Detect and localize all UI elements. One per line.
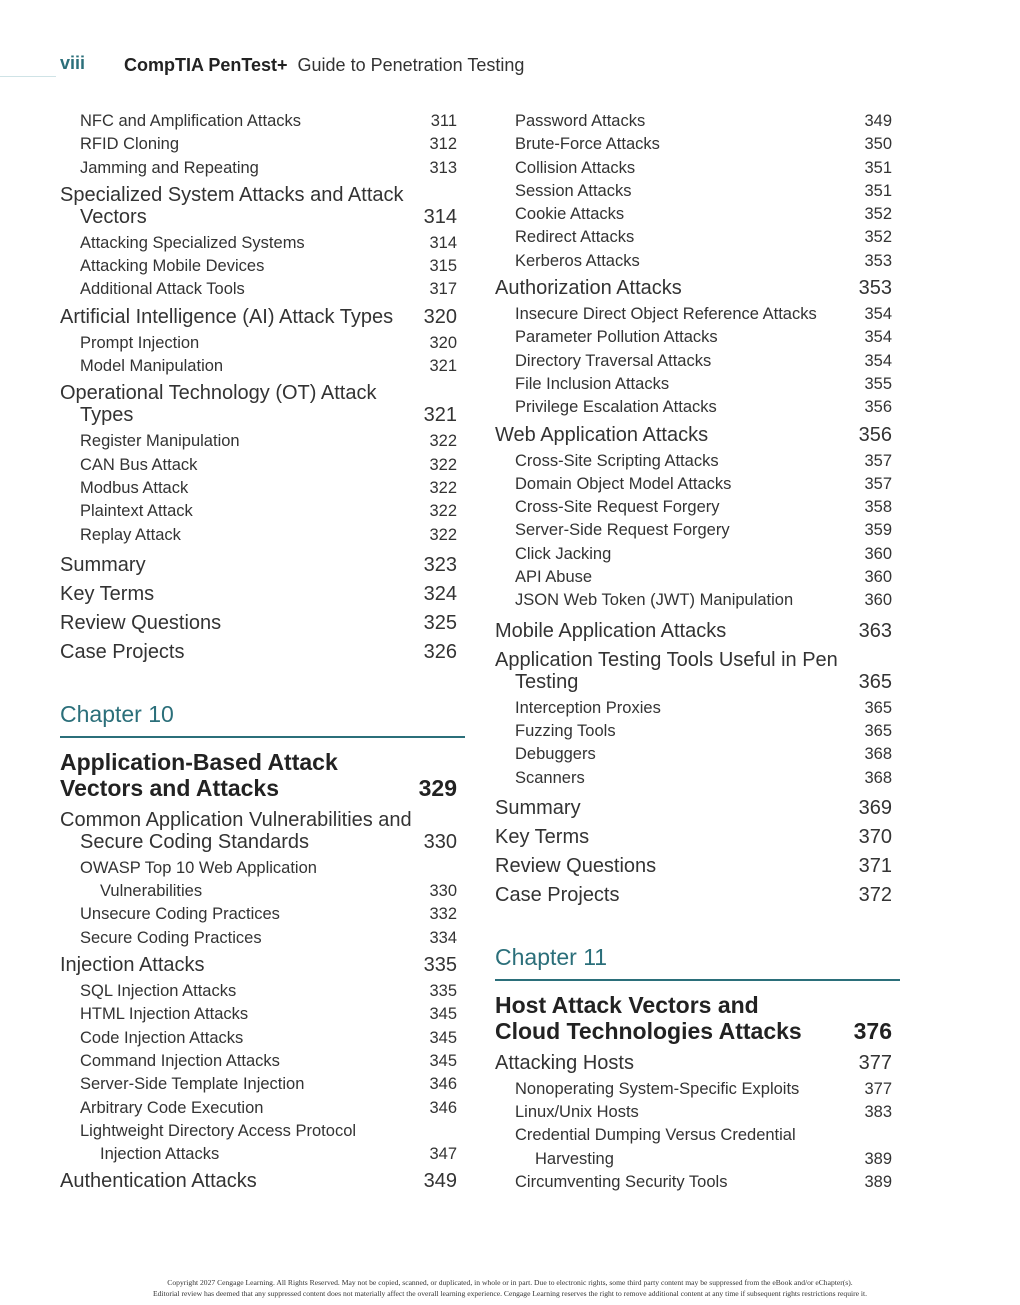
toc-entry-title: Plaintext Attack	[80, 502, 193, 521]
toc-entry-page: 349	[864, 112, 892, 130]
toc-entry[interactable]	[495, 373, 900, 396]
toc-entry-title: Cross-Site Request Forgery	[515, 498, 720, 517]
toc-entry[interactable]	[495, 543, 900, 566]
toc-entry-page: 314	[429, 233, 457, 252]
toc-entry[interactable]	[495, 855, 900, 877]
toc-entry[interactable]	[60, 355, 465, 378]
toc-entry-page: 320	[429, 333, 457, 352]
toc-entry-page: 312	[429, 135, 457, 154]
toc-entry-title: Click Jacking	[515, 544, 612, 563]
toc-entry-title: Key Terms	[495, 825, 590, 848]
header-rule	[0, 76, 56, 77]
toc-entry[interactable]	[60, 184, 465, 228]
toc-entry-page: 322	[429, 455, 457, 474]
toc-entry-page: 355	[864, 374, 892, 393]
toc-entry-page: 383	[864, 1103, 892, 1122]
toc-entry-page: 354	[864, 328, 892, 347]
toc-entry-title: Key Terms	[60, 582, 155, 605]
toc-entry-title: Server-Side Request Forgery	[515, 521, 730, 540]
toc-entry-page: 321	[423, 404, 457, 427]
toc-entry-page: 350	[864, 135, 892, 154]
page-number: viii	[60, 53, 86, 73]
toc-entry-page: 368	[864, 768, 892, 787]
toc-entry[interactable]	[495, 396, 900, 419]
toc-entry[interactable]	[60, 1050, 465, 1073]
toc-entry[interactable]	[60, 1073, 465, 1096]
toc-entry-title: Arbitrary Code Execution	[80, 1098, 264, 1117]
toc-entry-title: Operational Technology (OT) Attack Types	[60, 382, 377, 427]
toc-entry-page: 346	[429, 1075, 457, 1094]
toc-entry-page: 320	[423, 305, 457, 328]
toc-entry[interactable]	[495, 350, 900, 373]
toc-entry[interactable]	[60, 612, 465, 634]
toc-entry[interactable]	[60, 278, 465, 301]
toc-right-chapter-list	[495, 1052, 900, 1194]
toc-entry[interactable]	[495, 697, 900, 720]
toc-left-chapter-list	[60, 809, 465, 1193]
toc-entry-page: 321	[429, 357, 457, 376]
toc-entry-title: Application Testing Tools Useful in Pen Testing	[495, 648, 838, 693]
toc-entry-title: Brute-Force Attacks	[515, 135, 660, 154]
copyright-footer	[60, 1278, 960, 1299]
toc-entry[interactable]	[495, 797, 900, 819]
toc-entry-title: Kerberos Attacks	[515, 251, 640, 270]
toc-entry-page: 322	[429, 525, 457, 544]
toc-entry[interactable]	[60, 554, 465, 576]
toc-entry-title: HTML Injection Attacks	[80, 1005, 249, 1024]
toc-entry[interactable]	[495, 326, 900, 349]
toc-entry-title: Attacking Specialized Systems	[80, 233, 305, 252]
toc-right-column	[495, 110, 900, 1194]
toc-entry-page: 370	[858, 825, 892, 848]
toc-right-top-list	[495, 110, 900, 906]
toc-entry[interactable]	[60, 980, 465, 1003]
toc-left-column	[60, 110, 465, 1196]
toc-entry-page: 358	[864, 498, 892, 517]
toc-entry-title: Summary	[495, 796, 581, 819]
toc-entry-page: 324	[423, 582, 457, 605]
toc-entry-page: 332	[429, 905, 457, 924]
toc-entry-title: Web Application Attacks	[495, 423, 709, 446]
toc-entry[interactable]	[60, 1027, 465, 1050]
toc-entry-page: 357	[864, 474, 892, 493]
chapter-label: Chapter 11	[495, 944, 900, 981]
toc-entry[interactable]	[495, 250, 900, 273]
toc-entry-title: Injection Attacks	[60, 954, 205, 977]
toc-entry-page: 314	[423, 205, 457, 228]
toc-entry-title: Password Attacks	[515, 112, 646, 130]
toc-entry-title: Authorization Attacks	[495, 277, 682, 300]
toc-entry-page: 389	[864, 1149, 892, 1168]
toc-entry-title: Artificial Intelligence (AI) Attack Types	[60, 305, 394, 328]
toc-entry-page: 356	[864, 398, 892, 417]
toc-entry-page: 356	[858, 423, 892, 446]
toc-entry-title: Parameter Pollution Attacks	[515, 328, 718, 347]
toc-entry-title: File Inclusion Attacks	[515, 374, 670, 393]
toc-entry-title: Server-Side Template Injection	[80, 1075, 305, 1094]
toc-entry[interactable]	[495, 203, 900, 226]
toc-entry[interactable]	[60, 903, 465, 926]
toc-entry[interactable]	[60, 1003, 465, 1026]
toc-entry-page: 365	[858, 670, 892, 693]
toc-entry-page: 353	[864, 251, 892, 270]
toc-entry[interactable]	[60, 306, 465, 328]
toc-entry-page: 323	[423, 553, 457, 576]
toc-entry-page: 360	[864, 591, 892, 610]
toc-entry-title: Attacking Hosts	[495, 1051, 634, 1074]
toc-entry[interactable]	[60, 157, 465, 180]
toc-entry-page: 352	[864, 228, 892, 247]
toc-entry-page: 325	[423, 611, 457, 634]
toc-entry-title: API Abuse	[515, 568, 593, 587]
toc-entry-page: 313	[429, 158, 457, 177]
toc-entry-title: Register Manipulation	[80, 432, 240, 451]
toc-entry-page: 359	[864, 521, 892, 540]
chapter-label: Chapter 10	[60, 701, 465, 738]
toc-entry-page: 368	[864, 745, 892, 764]
toc-entry-page: 345	[429, 1005, 457, 1024]
toc-entry[interactable]	[495, 1124, 900, 1171]
toc-entry[interactable]	[495, 1078, 900, 1101]
toc-entry[interactable]	[60, 110, 465, 133]
toc-entry-page: 326	[423, 640, 457, 663]
chapter-page: 376	[853, 1017, 892, 1044]
toc-entry-page: 345	[429, 1028, 457, 1047]
toc-entry[interactable]	[60, 430, 465, 453]
toc-entry-page: 315	[429, 257, 457, 276]
toc-entry-page: 311	[430, 112, 457, 130]
toc-entry-title: Model Manipulation	[80, 357, 224, 376]
toc-entry[interactable]	[60, 232, 465, 255]
toc-entry-title: Prompt Injection	[80, 333, 200, 352]
toc-entry-title: Command Injection Attacks	[80, 1051, 280, 1070]
toc-entry[interactable]	[495, 1171, 900, 1194]
toc-entry-page: 369	[858, 796, 892, 819]
chapter-title: Host Attack Vectors and Cloud Technologies Attacks	[495, 991, 802, 1044]
toc-entry[interactable]	[495, 620, 900, 642]
toc-entry[interactable]	[60, 583, 465, 605]
toc-entry[interactable]	[60, 927, 465, 950]
toc-entry-page: 360	[864, 544, 892, 563]
chapter-page: 329	[418, 774, 457, 801]
toc-entry-title: Collision Attacks	[515, 158, 636, 177]
book-title-bold: CompTIA PenTest+	[124, 55, 288, 75]
toc-entry[interactable]	[495, 884, 900, 906]
toc-entry[interactable]	[495, 1101, 900, 1124]
toc-entry-page: 353	[858, 277, 892, 300]
toc-entry-page: 354	[864, 305, 892, 324]
toc-entry-title: Case Projects	[495, 883, 620, 906]
toc-entry-title: Mobile Application Attacks	[495, 619, 727, 642]
toc-entry[interactable]	[495, 133, 900, 156]
toc-entry-page: 365	[864, 698, 892, 717]
toc-entry-title: Specialized System Attacks and Attack Vectors	[60, 183, 404, 228]
toc-entry-title: Replay Attack	[80, 525, 181, 544]
toc-entry-title: CAN Bus Attack	[80, 455, 198, 474]
toc-entry-page: 335	[429, 982, 457, 1001]
toc-entry-title: Directory Traversal Attacks	[515, 351, 712, 370]
toc-entry-title: Common Application Vulnerabilities and Secure Coding Standards	[60, 808, 412, 853]
toc-entry-title: Privilege Escalation Attacks	[515, 398, 717, 417]
toc-entry-page: 365	[864, 721, 892, 740]
toc-entry-page: 360	[864, 568, 892, 587]
toc-entry-page: 317	[429, 280, 457, 299]
toc-entry-page: 377	[858, 1051, 892, 1074]
toc-entry[interactable]	[495, 473, 900, 496]
toc-entry-title: RFID Cloning	[80, 135, 180, 154]
toc-entry-title: Summary	[60, 553, 146, 576]
toc-entry-title: Authentication Attacks	[60, 1170, 257, 1193]
toc-entry-title: Redirect Attacks	[515, 228, 635, 247]
toc-entry-title: Case Projects	[60, 640, 185, 663]
running-header	[124, 55, 524, 76]
toc-entry-page: 349	[423, 1170, 457, 1193]
toc-entry[interactable]	[60, 809, 465, 853]
toc-entry[interactable]	[60, 454, 465, 477]
footer-line-2: Editorial review has deemed that any suppressed content does not materially affect the overall learning experience. Cengage Learning reserves the right to remove additional content at any time if subsequent rights restrictions require it.	[152, 1288, 868, 1298]
toc-entry-title: Linux/Unix Hosts	[515, 1103, 639, 1122]
toc-entry-title: JSON Web Token (JWT) Manipulation	[515, 591, 794, 610]
toc-entry-page: 357	[864, 451, 892, 470]
toc-entry-page: 335	[423, 954, 457, 977]
toc-entry-title: NFC and Amplification Attacks	[80, 112, 302, 130]
chapter-title-row[interactable]	[60, 749, 465, 801]
toc-entry[interactable]	[495, 589, 900, 612]
toc-entry[interactable]	[60, 332, 465, 355]
chapter-title: Application-Based Attack Vectors and Attacks	[60, 748, 338, 801]
toc-entry[interactable]	[495, 566, 900, 589]
toc-entry-page: 371	[858, 854, 892, 877]
toc-entry-page: 351	[864, 181, 892, 200]
toc-entry-page: 330	[429, 882, 457, 901]
toc-entry-title: Code Injection Attacks	[80, 1028, 244, 1047]
toc-entry[interactable]	[495, 743, 900, 766]
toc-entry-page: 322	[429, 432, 457, 451]
toc-entry-page: 330	[423, 830, 457, 853]
toc-entry-title: Cookie Attacks	[515, 205, 625, 224]
toc-entry-title: Attacking Mobile Devices	[80, 257, 265, 276]
toc-entry[interactable]	[60, 1097, 465, 1120]
toc-entry-title: OWASP Top 10 Web Application Vulnerabilities	[80, 858, 317, 901]
toc-entry-title: Secure Coding Practices	[80, 928, 262, 947]
toc-entry[interactable]	[60, 255, 465, 278]
toc-entry[interactable]	[495, 450, 900, 473]
toc-entry-page: 389	[864, 1173, 892, 1192]
toc-entry-title: Jamming and Repeating	[80, 158, 259, 177]
toc-entry[interactable]	[60, 524, 465, 547]
toc-entry-title: Review Questions	[495, 854, 657, 877]
toc-entry-page: 322	[429, 478, 457, 497]
toc-entry-title: Credential Dumping Versus Credential Harvesting	[515, 1126, 796, 1168]
toc-entry-title: Modbus Attack	[80, 478, 189, 497]
toc-entry[interactable]	[60, 500, 465, 523]
toc-entry[interactable]	[495, 303, 900, 326]
toc-entry[interactable]	[60, 382, 465, 426]
toc-entry-title: Additional Attack Tools	[80, 280, 245, 299]
toc-entry-title: Session Attacks	[515, 181, 632, 200]
toc-entry[interactable]	[495, 720, 900, 743]
toc-entry-page: 352	[864, 205, 892, 224]
toc-entry-title: Scanners	[515, 768, 585, 787]
footer-line-1: Copyright 2027 Cengage Learning. All Rights Reserved. May not be copied, scanned, or duplicated, in whole or in part. Due to electronic rights, some third party content may be suppressed from the eBook and/or eChapter(s).	[167, 1278, 853, 1287]
toc-entry-page: 351	[864, 158, 892, 177]
toc-entry[interactable]	[60, 133, 465, 156]
toc-entry-page: 354	[864, 351, 892, 370]
toc-entry[interactable]	[495, 826, 900, 848]
toc-entry-page: 345	[429, 1051, 457, 1070]
toc-entry[interactable]	[495, 649, 900, 693]
toc-entry[interactable]	[495, 496, 900, 519]
toc-entry-page: 334	[429, 928, 457, 947]
toc-entry-title: SQL Injection Attacks	[80, 982, 237, 1001]
toc-entry[interactable]	[495, 424, 900, 446]
chapter-title-row[interactable]	[495, 992, 900, 1044]
toc-left-top-list	[60, 110, 465, 663]
toc-entry-title: Review Questions	[60, 611, 222, 634]
toc-entry-page: 346	[429, 1098, 457, 1117]
toc-entry-title: Domain Object Model Attacks	[515, 474, 732, 493]
toc-entry-title: Insecure Direct Object Reference Attacks	[515, 305, 817, 324]
toc-entry-page: 322	[429, 502, 457, 521]
toc-entry[interactable]	[60, 954, 465, 976]
toc-entry[interactable]	[495, 180, 900, 203]
toc-entry-page: 363	[858, 619, 892, 642]
toc-entry[interactable]	[60, 1170, 465, 1192]
toc-entry[interactable]	[60, 1120, 465, 1167]
toc-entry[interactable]	[495, 277, 900, 299]
toc-entry[interactable]	[495, 110, 900, 133]
toc-entry-title: Interception Proxies	[515, 698, 661, 717]
toc-entry[interactable]	[60, 857, 465, 904]
toc-entry-title: Nonoperating System-Specific Exploits	[515, 1079, 800, 1098]
toc-entry-page: 347	[429, 1145, 457, 1164]
toc-entry[interactable]	[495, 519, 900, 542]
toc-entry-title: Fuzzing Tools	[515, 721, 616, 740]
toc-entry-title: Circumventing Security Tools	[515, 1173, 728, 1192]
toc-entry[interactable]	[495, 226, 900, 249]
toc-entry[interactable]	[495, 767, 900, 790]
toc-entry-page: 377	[864, 1079, 892, 1098]
toc-entry-title: Cross-Site Scripting Attacks	[515, 451, 719, 470]
toc-entry[interactable]	[60, 641, 465, 663]
toc-entry-title: Debuggers	[515, 745, 596, 764]
toc-entry-page: 372	[858, 883, 892, 906]
toc-entry[interactable]	[495, 1052, 900, 1074]
toc-entry-title: Lightweight Directory Access Protocol Injection Attacks	[80, 1121, 357, 1164]
toc-entry[interactable]	[60, 477, 465, 500]
toc-entry-title: Unsecure Coding Practices	[80, 905, 280, 924]
book-title-rest: Guide to Penetration Testing	[297, 55, 525, 75]
toc-entry[interactable]	[495, 157, 900, 180]
